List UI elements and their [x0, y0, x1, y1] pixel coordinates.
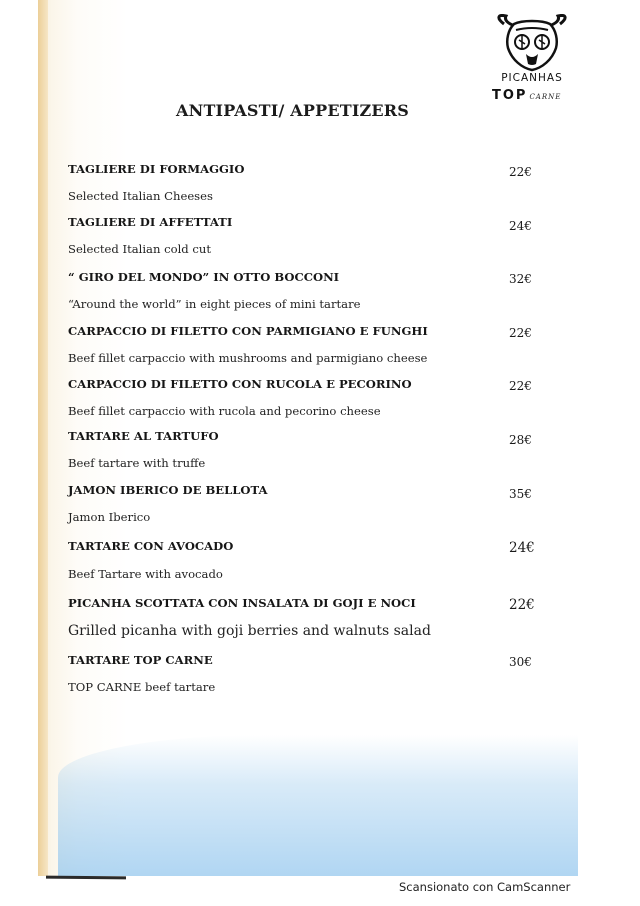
menu-item-name: CARPACCIO DI FILETTO CON RUCOLA E PECORINO [68, 377, 412, 391]
menu-item-price: 30€ [509, 655, 532, 669]
logo-top: TOP [492, 88, 528, 103]
menu-item-description: Selected Italian cold cut [68, 242, 212, 256]
menu-item-name: JAMON IBERICO DE BELLOTA [68, 483, 268, 497]
menu-item-name: TARTARE CON AVOCADO [68, 539, 234, 553]
menu-item-description: TOP CARNE beef tartare [68, 680, 216, 694]
menu-item-description: Selected Italian Cheeses [68, 189, 213, 203]
menu-item-description: “Around the world” in eight pieces of mini tartare [68, 297, 361, 311]
menu-item-name: TAGLIERE DI FORMAGGIO [68, 162, 245, 176]
menu-item-description: Beef tartare with truffe [68, 456, 206, 470]
menu-item-price: 22€ [509, 326, 532, 340]
menu-item-price: 32€ [509, 272, 532, 286]
logo-carne: CARNE [529, 93, 562, 101]
menu-item-name: TARTARE AL TARTUFO [68, 429, 219, 443]
logo-name: PICANHAS [501, 72, 563, 84]
section-title: ANTIPASTI/ APPETIZERS [176, 101, 410, 120]
menu-item-description: Grilled picanha with goji berries and walnuts salad [68, 623, 431, 639]
menu-item-name: “ GIRO DEL MONDO” IN OTTO BOCCONI [68, 270, 340, 284]
menu-item-name: CARPACCIO DI FILETTO CON PARMIGIANO E FUNGHI [68, 324, 428, 338]
menu-item-price: 22€ [509, 379, 532, 393]
menu-item-price: 28€ [509, 433, 532, 447]
menu-item-description: Beef Tartare with avocado [68, 567, 223, 581]
menu-item-price: 24€ [509, 540, 535, 556]
menu-item-price: 35€ [509, 487, 532, 501]
menu-item-price: 22€ [509, 597, 535, 613]
menu-item-description: Beef fillet carpaccio with mushrooms and parmigiano cheese [68, 351, 428, 365]
menu-item-description: Beef fillet carpaccio with rucola and pecorino cheese [68, 404, 381, 418]
menu-item-name: TAGLIERE DI AFFETTATI [68, 215, 233, 229]
menu-item-name: TARTARE TOP CARNE [68, 653, 213, 667]
menu-item-price: 22€ [509, 165, 532, 179]
menu-item-description: Jamon Iberico [68, 510, 151, 524]
menu-item-price: 24€ [509, 219, 532, 233]
scan-watermark: Scansionato con CamScanner [399, 880, 571, 894]
menu-item-name: PICANHA SCOTTATA CON INSALATA DI GOJI E NOCI [68, 596, 416, 610]
